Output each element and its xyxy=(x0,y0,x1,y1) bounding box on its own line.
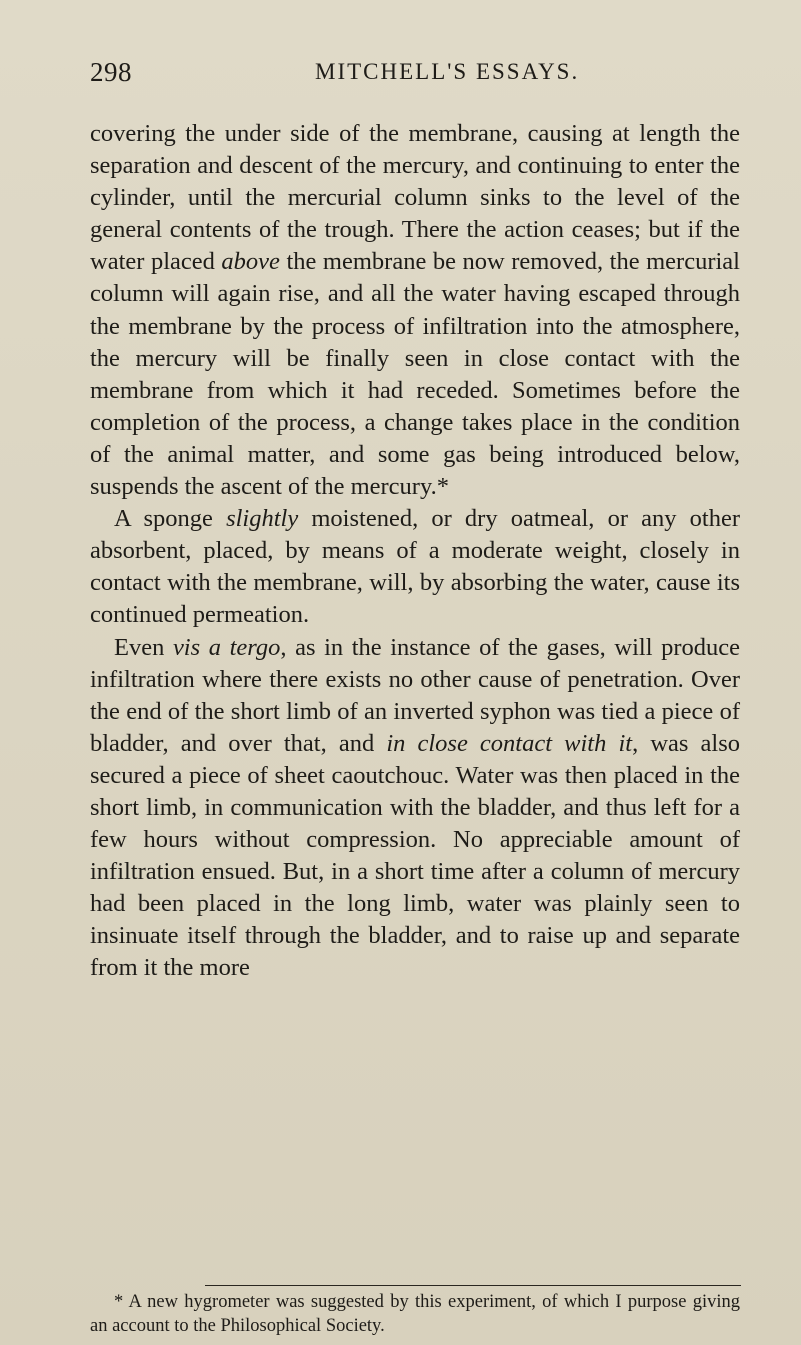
paragraph-2-emphasis: slightly xyxy=(226,505,299,533)
paragraph-2-text-b: moistened, or dry oatmeal, or any other absorbent, placed, by means of a moderate weight, closely in contact with the membrane, will, by absorbing the water, cause its continued permeation. xyxy=(90,505,741,629)
paragraph-3 xyxy=(90,632,740,985)
paragraph-3-text-c: , was also secured a piece of sheet caoutchouc. Water was then placed in the short limb, in communication with the bladder, and thus left for a few hours without compression. No appreciable amount of infiltration ensued. But, in a short time after a column of mercury had been placed in the long limb, water was plainly seen to insinuate itself through the bladder, and to raise up and separate from it the more xyxy=(90,729,740,982)
footnote-text: * A new hygrometer was suggested by this experiment, of which I purpose giving an account to the Philosophical Society. xyxy=(90,1292,740,1336)
paragraph-3-text-b: , as in the instance of the gases, will produce infiltration where there exists no other cause of penetration. Over the end of the short limb of an inverted syphon was tied a piece of bladder, and over that, and xyxy=(90,633,740,757)
page-header xyxy=(90,57,740,91)
footnote xyxy=(90,1290,740,1338)
body-text xyxy=(90,118,740,985)
paragraph-1-text-a: covering the under side of the membrane, causing at length the separation and descent of the mercury, and continuing to enter the cylinder, until the mercurial column sinks to the level of the general contents of the trough. There the action ceases; but if the water placed xyxy=(90,120,740,276)
page-number: 298 xyxy=(90,57,132,87)
paragraph-1-emphasis: above xyxy=(221,248,280,276)
paragraph-3-emphasis-2: in close contact with it xyxy=(386,729,633,757)
paragraph-2 xyxy=(90,503,740,631)
footnote-rule xyxy=(205,1285,741,1286)
running-head: MITCHELL'S ESSAYS. xyxy=(315,59,580,84)
paragraph-1 xyxy=(90,118,740,503)
paragraph-3-text-a: Even xyxy=(114,633,173,661)
paragraph-2-text-a: A sponge xyxy=(114,505,227,533)
paragraph-1-text-b: the membrane be now removed, the mercurial column will again rise, and all the water having escaped through the membrane by the process of infiltration into the atmosphere, the mercury will be finally seen in close contact with the membrane from which it had receded. Sometimes before the completion of the process, a change takes place in the condition of the animal matter, and some gas being introduced below, suspends the ascent of the mercury.* xyxy=(90,248,740,501)
paragraph-3-emphasis-1: vis a tergo xyxy=(172,633,281,661)
